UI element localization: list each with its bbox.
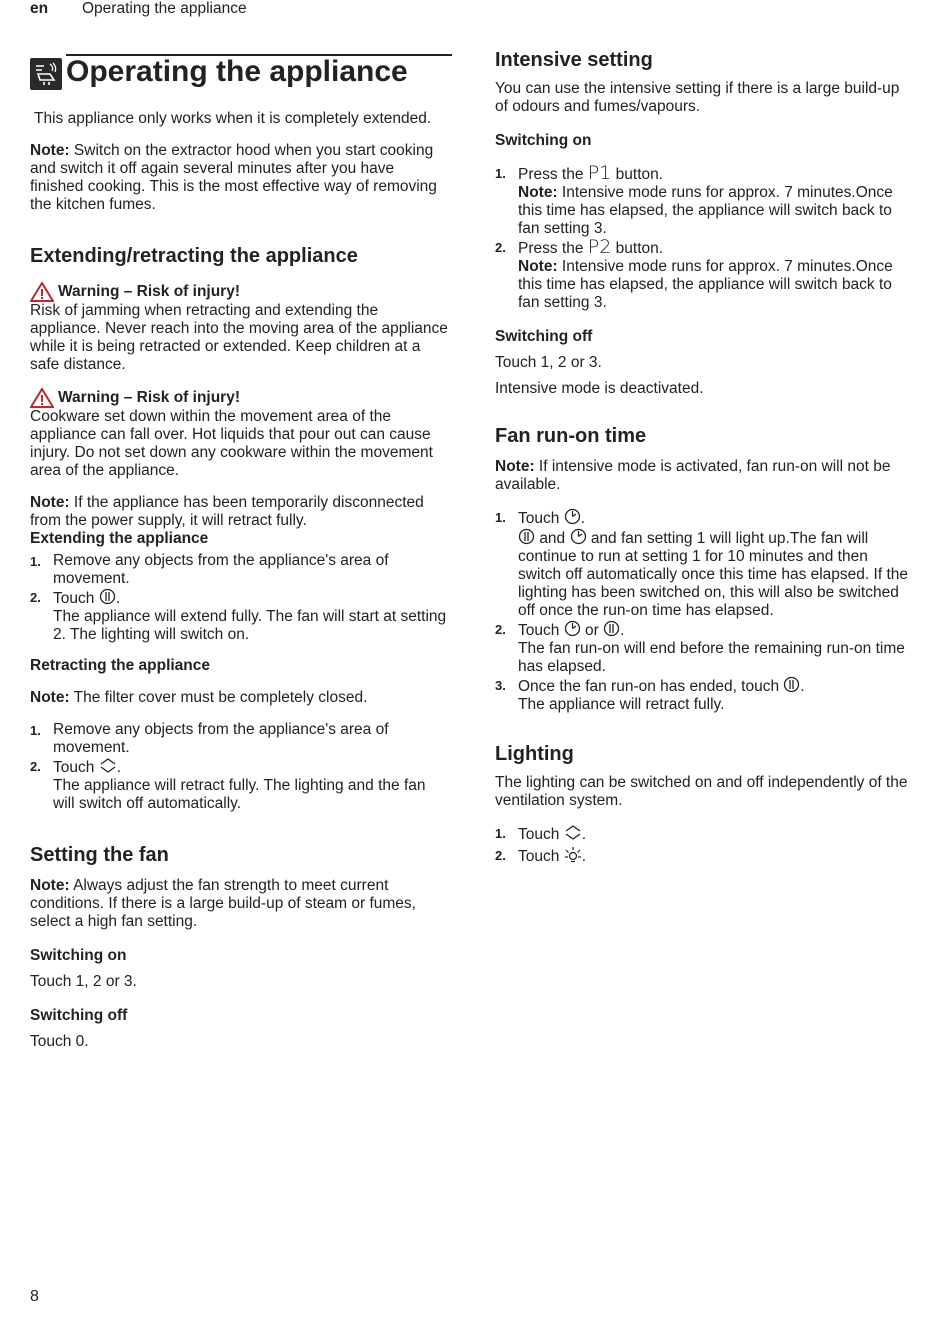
note-text: If intensive mode is activated, fan run-on will not be available.	[495, 458, 891, 493]
step-result: The appliance will retract fully.	[518, 696, 725, 713]
power-updown-icon	[518, 528, 535, 545]
step-text: Press the	[518, 166, 584, 183]
warning-text: Risk of jamming when retracting and extending the appliance. Never reach into the moving area of the appliance while it is being retracted or extended. Keep children at a safe distance.	[30, 302, 448, 373]
hood-operation-icon	[30, 58, 62, 90]
subheading-fan-off: Switching off	[30, 1007, 128, 1024]
warning-block	[30, 282, 450, 374]
lighting-steps	[495, 824, 915, 866]
run-on-timer-icon	[564, 620, 581, 637]
subheading-fan-on: Switching on	[30, 947, 127, 964]
note-label: Note:	[30, 142, 70, 159]
intensive-off-text: Touch 1, 2 or 3.	[495, 354, 602, 371]
step-text: Touch	[518, 510, 560, 527]
power-updown-icon	[783, 676, 800, 693]
warning-triangle-icon	[30, 282, 54, 302]
step-number: 3.	[495, 678, 506, 693]
step-text: Touch	[53, 590, 95, 607]
step-number: 2.	[495, 240, 506, 255]
list-item	[495, 620, 915, 676]
warning-text: Cookware set down within the movement area of the appliance can fall over. Hot liquids that pour out can cause injury. Do not set down any cookware within the movement area of the appliance.	[30, 408, 433, 479]
step-text: Touch	[518, 622, 560, 639]
note-label: Note:	[30, 494, 70, 511]
run-on-timer-icon	[570, 528, 587, 545]
section-heading-fan: Setting the fan	[30, 844, 169, 866]
note-text: If the appliance has been temporarily disconnected from the power supply, it will retract fully.	[30, 494, 424, 529]
list-item	[495, 164, 915, 238]
step-text-end: .	[115, 590, 120, 607]
step-number: 1.	[495, 510, 506, 525]
list-item	[495, 824, 915, 844]
note-text: Switch on the extractor hood when you start cooking and switch it off again several minutes after you have finished cooking. This is the most effective way of removing the kitchen fumes.	[30, 142, 437, 213]
p2-symbol: P2	[587, 236, 612, 258]
list-item	[495, 846, 915, 866]
subheading-retracting: Retracting the appliance	[30, 657, 211, 674]
warning-block	[30, 388, 450, 480]
intro-paragraph: This appliance only works when it is completely extended.	[34, 110, 432, 127]
step-text: Touch	[518, 826, 560, 843]
step-text: or	[585, 622, 599, 639]
step-text: Touch	[53, 759, 95, 776]
intensive-steps	[495, 164, 915, 312]
note-paragraph	[30, 877, 450, 931]
step-number: 2.	[495, 622, 506, 637]
intensive-intro: You can use the intensive setting if there is a large build-up of odours and fumes/vapours.	[495, 80, 900, 115]
list-item	[30, 721, 450, 757]
step-result: and fan setting 1 will light up.The fan will continue to run at setting 1 for 10 minutes and then switch off automatically once this time has elapsed. If the lighting has been switched on, this will also be switched off once the run-on time has elapsed.	[518, 530, 908, 619]
run-on-timer-icon	[564, 508, 581, 525]
note-paragraph	[495, 458, 915, 494]
step-text-end: .	[800, 678, 805, 695]
list-item	[30, 552, 450, 588]
note-paragraph	[30, 689, 450, 707]
subheading-intensive-on: Switching on	[495, 132, 592, 149]
power-updown-icon	[603, 620, 620, 637]
p1-symbol: P1	[587, 162, 612, 184]
note-label: Note:	[495, 458, 535, 475]
list-item	[495, 676, 915, 714]
step-text: Once the fan run-on has ended, touch	[518, 678, 780, 695]
extend-retract-icon	[99, 757, 117, 774]
step-text-end: .	[620, 622, 625, 639]
step-number: 1.	[495, 826, 506, 841]
fan-off-text: Touch 0.	[30, 1033, 89, 1050]
retracting-steps	[30, 721, 450, 813]
step-text-end: .	[116, 759, 121, 776]
section-heading-intensive: Intensive setting	[495, 49, 653, 71]
note-text: Always adjust the fan strength to meet current conditions. If there is a large build-up of steam or fumes, select a high fan setting.	[30, 877, 416, 930]
step-number: 1.	[30, 723, 41, 738]
step-result: The fan run-on will end before the remaining run-on time has elapsed.	[518, 640, 905, 675]
step-text: Remove any objects from the appliance's area of movement.	[53, 721, 389, 756]
subheading-intensive-off: Switching off	[495, 328, 593, 345]
extend-retract-icon	[564, 824, 582, 841]
step-result: The appliance will extend fully. The fan will start at setting 2. The lighting will switch on.	[53, 608, 447, 643]
fan-on-text: Touch 1, 2 or 3.	[30, 973, 137, 990]
lighting-intro: The lighting can be switched on and off independently of the ventilation system.	[495, 774, 908, 809]
note-text: Intensive mode runs for approx. 7 minutes.Once this time has elapsed, the appliance will switch back to fan setting 3.	[518, 184, 893, 237]
list-item	[30, 757, 450, 813]
light-icon	[564, 846, 582, 863]
step-text: Touch	[518, 848, 560, 865]
step-text: Press the	[518, 240, 584, 257]
note-text: Intensive mode runs for approx. 7 minutes.Once this time has elapsed, the appliance will switch back to fan setting 3.	[518, 258, 893, 311]
step-text-end: .	[581, 826, 586, 843]
warning-title-row	[30, 388, 450, 408]
warning-title-row	[30, 282, 450, 302]
step-number: 1.	[495, 166, 506, 181]
intensive-off-result: Intensive mode is deactivated.	[495, 380, 704, 397]
section-heading-lighting: Lighting	[495, 743, 574, 765]
note-label: Note:	[30, 689, 70, 706]
header-section-title: Operating the appliance	[82, 0, 247, 17]
warning-title: Warning – Risk of injury!	[58, 283, 240, 300]
step-text-end: .	[581, 848, 586, 865]
page-title: Operating the appliance	[66, 55, 408, 88]
list-item	[495, 238, 915, 312]
step-number: 1.	[30, 554, 41, 569]
step-text: Remove any objects from the appliance's area of movement.	[53, 552, 389, 587]
extending-steps	[30, 552, 450, 644]
power-updown-icon	[99, 588, 116, 605]
list-item	[495, 508, 915, 620]
note-text: The filter cover must be completely closed.	[73, 689, 368, 706]
page-title-block	[30, 52, 450, 92]
left-column	[30, 48, 450, 1051]
note-label: Note:	[518, 258, 558, 275]
step-text-end: button.	[615, 240, 664, 257]
step-number: 2.	[495, 848, 506, 863]
list-item	[30, 588, 450, 644]
step-number: 2.	[30, 759, 41, 774]
step-text-end: .	[580, 510, 585, 527]
note-paragraph	[30, 494, 450, 530]
section-heading-extending: Extending/retracting the appliance	[30, 245, 358, 267]
runon-steps	[495, 508, 915, 714]
language-code: en	[30, 0, 49, 17]
right-column	[495, 48, 915, 866]
step-text: and	[539, 530, 566, 547]
note-label: Note:	[30, 877, 70, 894]
warning-triangle-icon	[30, 388, 54, 408]
note-paragraph	[30, 142, 450, 214]
step-number: 2.	[30, 590, 41, 605]
page-number: 8	[30, 1288, 39, 1305]
subheading-extending: Extending the appliance	[30, 530, 209, 547]
step-text-end: button.	[615, 166, 664, 183]
note-label: Note:	[518, 184, 558, 201]
section-heading-runon: Fan run-on time	[495, 425, 647, 447]
warning-title: Warning – Risk of injury!	[58, 389, 240, 406]
step-result: The appliance will retract fully. The lighting and the fan will switch off automatically.	[53, 777, 426, 812]
